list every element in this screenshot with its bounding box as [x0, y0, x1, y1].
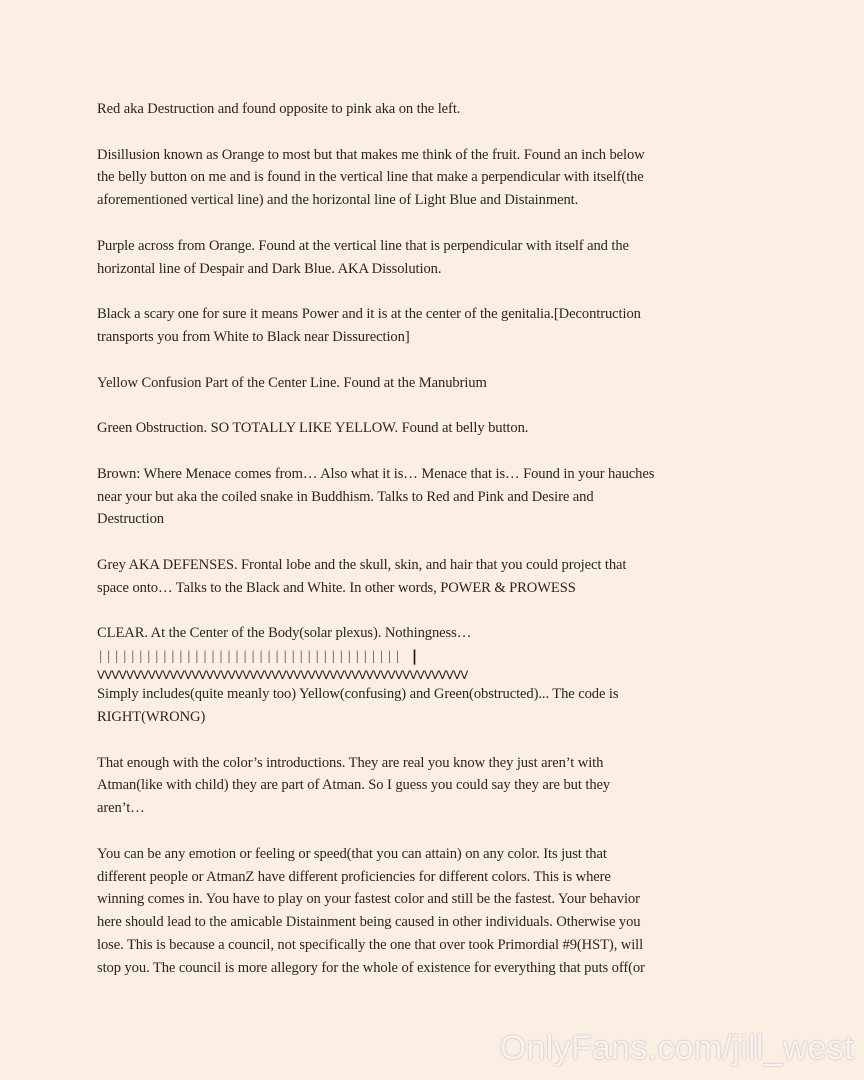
paragraph-clear: [97, 622, 787, 645]
tick-marks-line: [97, 645, 787, 667]
text-line: Simply includes(quite meanly too) Yellow(confusing) and Green(obstructed)... The code is: [97, 686, 619, 703]
text-line: aren’t…: [97, 800, 145, 817]
paragraph-grey: [97, 554, 787, 600]
text-line: aforementioned vertical line) and the horizontal line of Light Blue and Distainment.: [97, 192, 579, 209]
zigzag-line: VVVVVVVVVVVVVVVVVVVVVVVVVVVVVVVVVVVVVVVVVVVVVVVVVVV: [97, 668, 468, 683]
text-line: winning comes in. You have to play on your fastest color and still be the fastest. Your behavior: [97, 891, 640, 908]
text-line: transports you from White to Black near Dissurection]: [97, 328, 410, 345]
text-line: Red aka Destruction and found opposite to pink aka on the left.: [97, 101, 461, 117]
tick-marks: ||||||||||||||||||||||||||||||||||||||: [97, 649, 402, 664]
text-line: Green Obstruction. SO TOTALLY LIKE YELLOW. Found at belly button.: [97, 420, 529, 437]
bold-bar-mark: |: [409, 647, 420, 666]
text-line: Grey AKA DEFENSES. Frontal lobe and the skull, skin, and hair that you could project that: [97, 556, 627, 573]
paragraph-brown: [97, 463, 787, 531]
watermark: OnlyFans.com/jill_west: [499, 1029, 854, 1067]
paragraph-black: [97, 303, 787, 349]
text-line: the belly button on me and is found in the vertical line that make a perpendicular with itself(the: [97, 169, 644, 186]
text-line: here should lead to the amicable Distainment being caused in other individuals. Otherwise you: [97, 914, 641, 931]
text-line: different people or AtmanZ have different proficiencies for different colors. This is where: [97, 868, 611, 885]
text-line: Disillusion known as Orange to most but that makes me think of the fruit. Found an inch below: [97, 146, 645, 163]
paragraph-simply: [97, 683, 787, 729]
paragraph-yellow: [97, 372, 787, 395]
text-line: CLEAR. At the Center of the Body(solar plexus). Nothingness…: [97, 625, 472, 642]
text-line: Yellow Confusion Part of the Center Line. Found at the Manubrium: [97, 374, 487, 391]
text-line: near your but aka the coiled snake in Buddhism. Talks to Red and Pink and Desire and: [97, 488, 594, 505]
paragraph-green: [97, 417, 787, 440]
paragraph-red: [97, 98, 787, 121]
text-line: Brown: Where Menace comes from… Also what it is… Menace that is… Found in your hauches: [97, 465, 655, 482]
text-line: stop you. The council is more allegory for the whole of existence for everything that puts off(or: [97, 959, 645, 976]
text-line: space onto… Talks to the Black and White. In other words, POWER & PROWESS: [97, 579, 576, 596]
text-line: You can be any emotion or feeling or speed(that you can attain) on any color. Its just that: [97, 845, 607, 862]
text-line: Atman(like with child) they are part of Atman. So I guess you could say they are but they: [97, 777, 611, 794]
text-line: Destruction: [97, 511, 164, 528]
paragraph-introductions: [97, 752, 787, 820]
paragraph-emotion: [97, 843, 787, 980]
document-page: [97, 98, 787, 1002]
paragraph-purple: [97, 235, 787, 281]
text-line: lose. This is because a council, not specifically the one that over took Primordial #9(HST), will: [97, 936, 644, 953]
text-line: RIGHT(WRONG): [97, 708, 206, 725]
text-line: Purple across from Orange. Found at the vertical line that is perpendicular with itself and the: [97, 237, 629, 254]
paragraph-orange: [97, 144, 787, 212]
text-line: Black a scary one for sure it means Power and it is at the center of the genitalia.[Decontruction: [97, 306, 641, 323]
text-line: That enough with the color’s introductions. They are real you know they just aren’t with: [97, 754, 604, 771]
text-line: horizontal line of Despair and Dark Blue. AKA Dissolution.: [97, 260, 442, 277]
